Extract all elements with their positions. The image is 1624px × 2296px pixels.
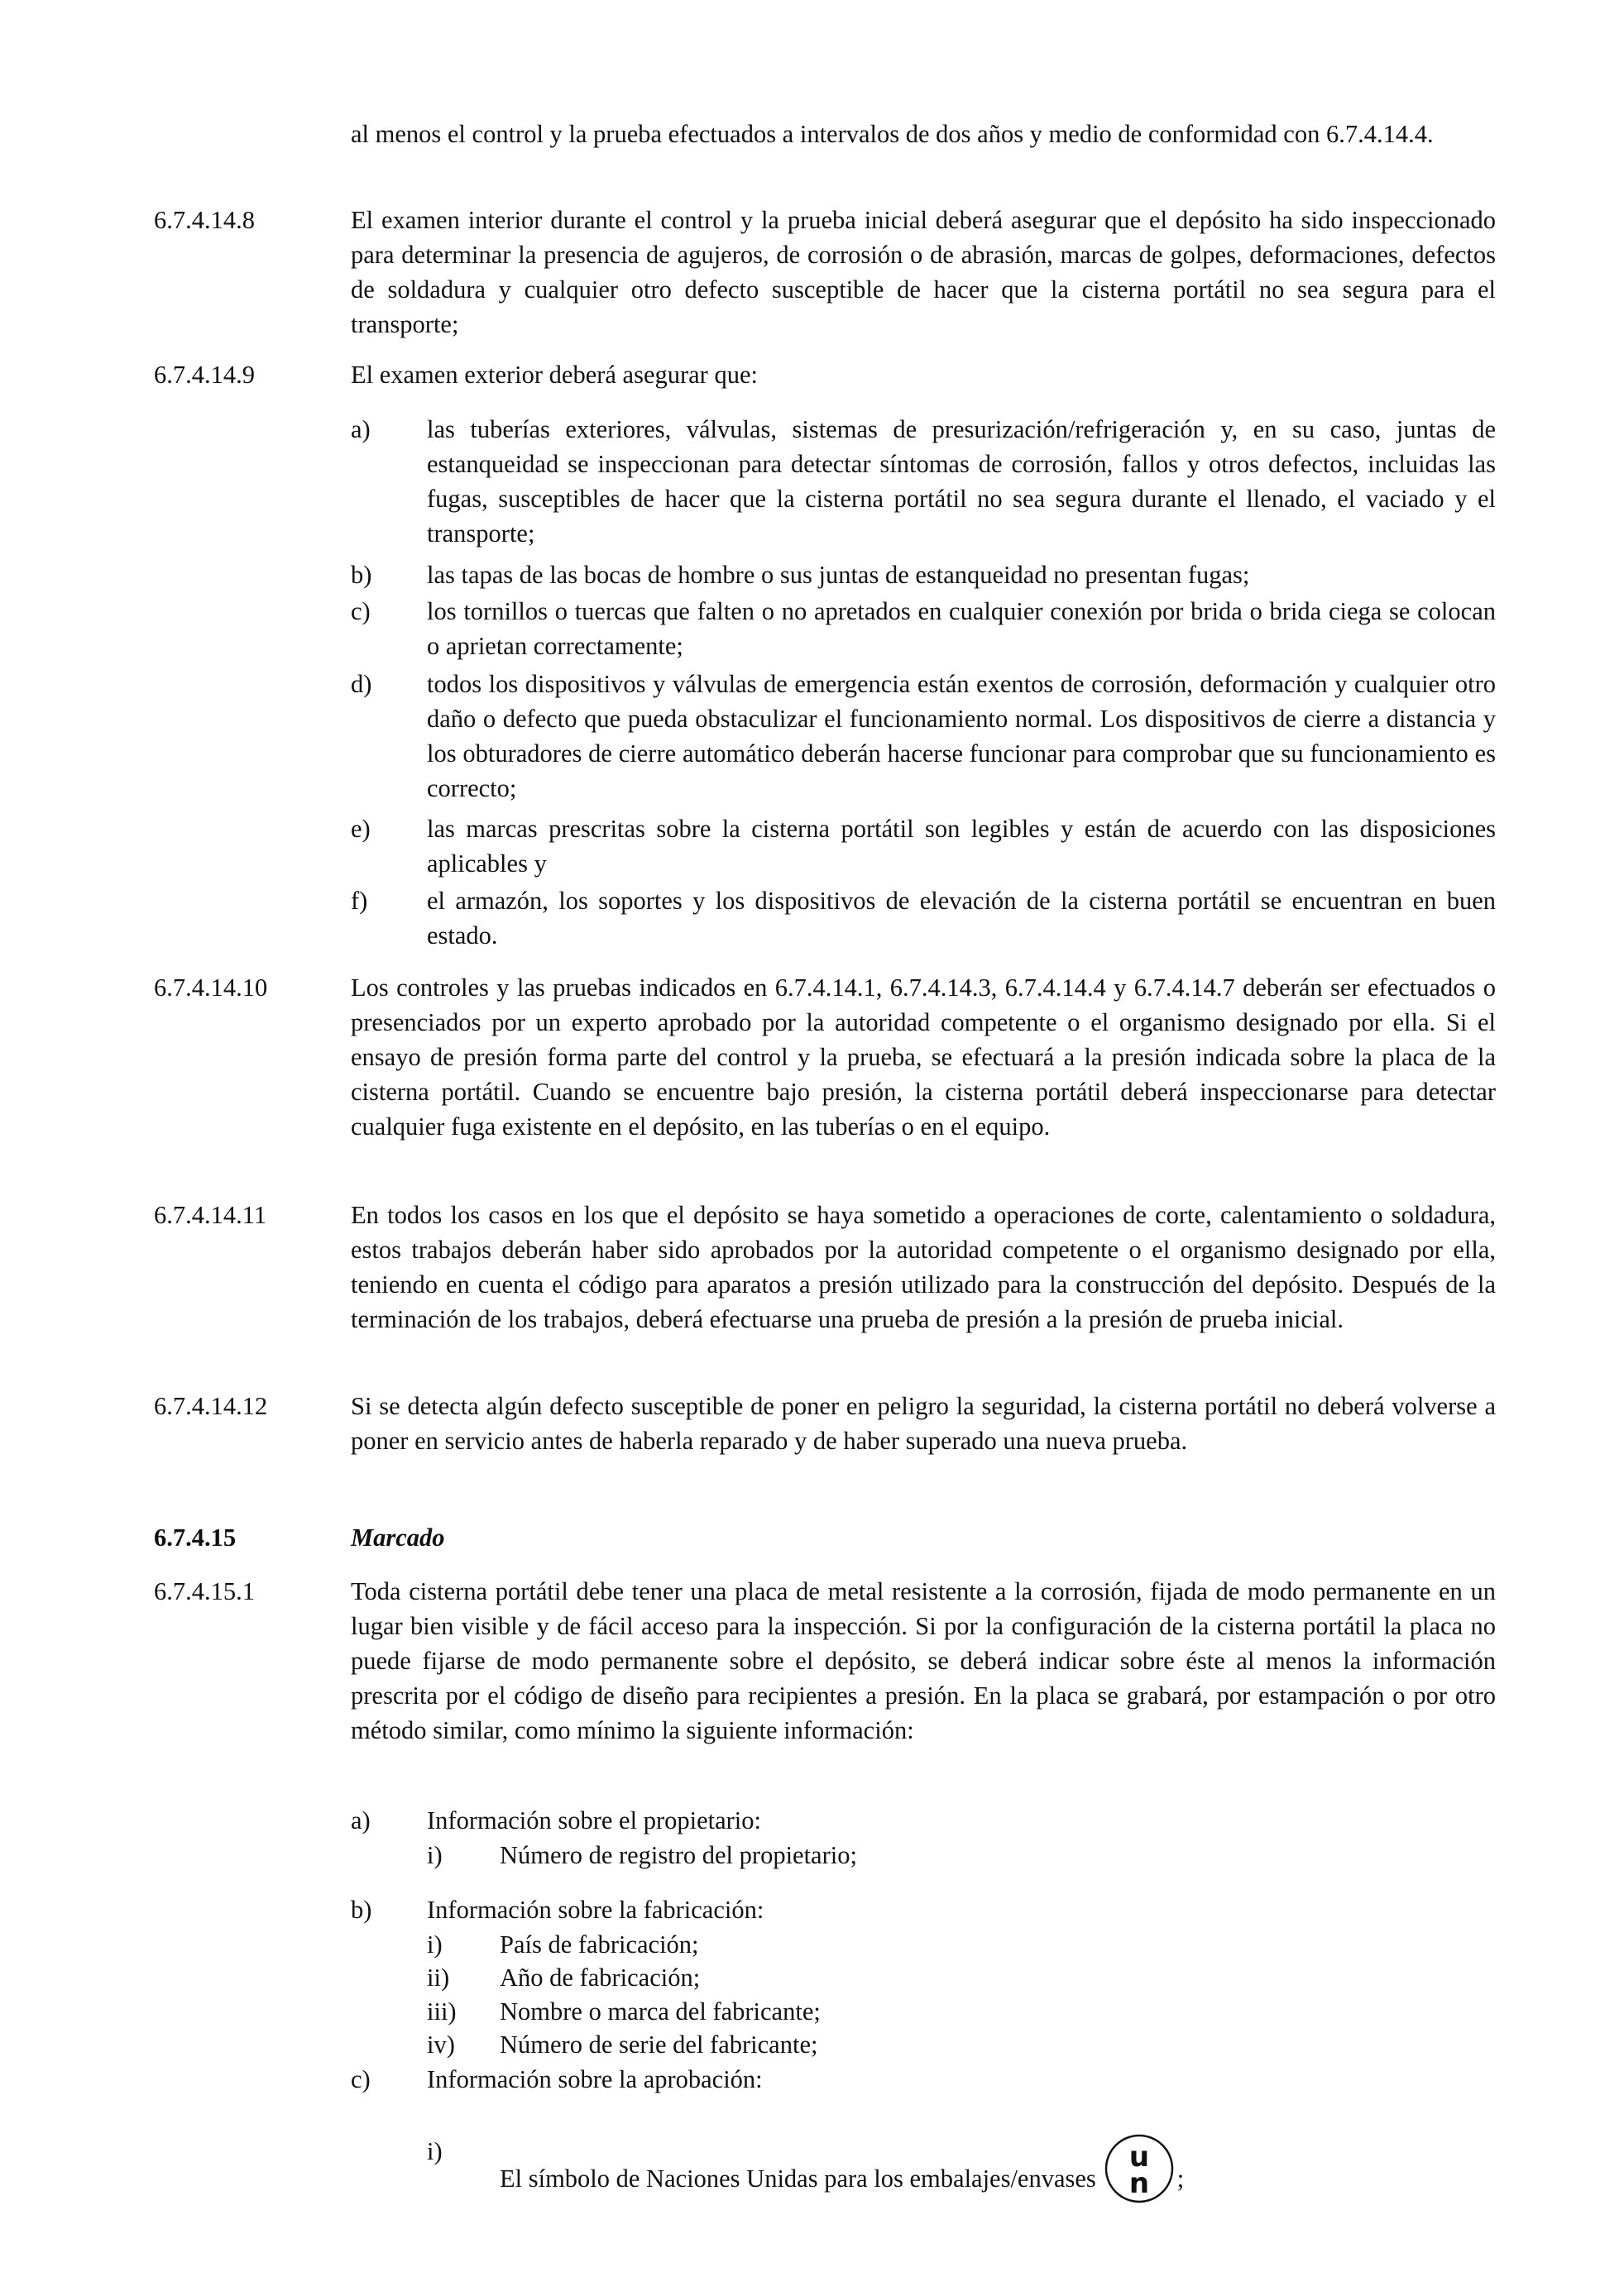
sublist-item-text bbox=[500, 2134, 1542, 2212]
sublist-item-numeral: i) bbox=[427, 1930, 443, 1959]
list-item-letter: b) bbox=[351, 1896, 372, 1924]
list-item-letter: d) bbox=[351, 670, 372, 698]
un-packaging-symbol-icon bbox=[1104, 2134, 1174, 2212]
sublist-item-numeral: i) bbox=[427, 2137, 443, 2165]
list-item-text: Información sobre la fabricación: bbox=[427, 1896, 764, 1924]
list-item-text: todos los dispositivos y válvulas de emergencia están exentos de corrosión, deformación y cualquier otro daño o defecto que pueda obstaculizar el funcionamiento normal. Los dispositivos de cierre a distancia y los obturadores de cierre automático deberán hacerse funcionar para comprobar que su funcionamiento es correcto; bbox=[427, 670, 1496, 802]
section-number: 6.7.4.15.1 bbox=[154, 1577, 255, 1605]
sublist-item-numeral: iii) bbox=[427, 1997, 457, 2026]
sublist-item-text: Número de registro del propietario; bbox=[500, 1841, 857, 1869]
section-number: 6.7.4.14.10 bbox=[154, 973, 268, 1002]
list-item-text: las marcas prescritas sobre la cisterna portátil son legibles y están de acuerdo con las disposiciones aplicables y bbox=[427, 815, 1496, 878]
un-symbol-letter-n: n bbox=[1128, 2167, 1149, 2200]
section-number: 6.7.4.14.9 bbox=[154, 361, 255, 389]
paragraph-text: Los controles y las pruebas indicados en 6.7.4.14.1, 6.7.4.14.3, 6.7.4.14.4 y 6.7.4.14.7 deberán ser efectuados o presenciados por un experto aprobado por la autoridad competente o el organismo designado por ella. Si el ensayo de presión forma parte del control y la prueba, se efectuará a la presión indicada sobre la placa de la cisterna portátil. Cuando se encuentre bajo presión, la cisterna portátil deberá inspeccionarse para detectar cualquier fuga existente en el depósito, en las tuberías o en el equipo. bbox=[351, 973, 1496, 1141]
sublist-item-text: País de fabricación; bbox=[500, 1930, 699, 1959]
sublist-item-suffix: ; bbox=[1176, 2164, 1185, 2193]
section-number: 6.7.4.14.8 bbox=[154, 206, 255, 234]
un-symbol-svg bbox=[1104, 2134, 1174, 2203]
list-item-text: las tuberías exteriores, válvulas, sistemas de presurización/refrigeración y, en su caso, juntas de estanqueidad se inspeccionan para detectar síntomas de corrosión, fallos y otros defectos, incluidas las fugas, susceptibles de hacer que la cisterna portátil no sea segura durante el llenado, el vaciado y el transporte; bbox=[427, 415, 1496, 548]
paragraph-text: El examen exterior deberá asegurar que: bbox=[351, 361, 758, 389]
paragraph-text: Si se detecta algún defecto susceptible de poner en peligro la seguridad, la cisterna portátil no deberá volverse a poner en servicio antes de haberla reparado y de haber superado una nueva prueba. bbox=[351, 1392, 1496, 1455]
list-item-letter: f) bbox=[351, 887, 368, 915]
list-item-letter: e) bbox=[351, 815, 371, 843]
section-number: 6.7.4.14.11 bbox=[154, 1201, 267, 1229]
list-item-letter: c) bbox=[351, 2065, 371, 2093]
list-item-letter: a) bbox=[351, 415, 371, 443]
list-item-text: los tornillos o tuercas que falten o no apretados en cualquier conexión por brida o brida ciega se colocan o aprietan correctamente; bbox=[427, 597, 1496, 660]
sublist-item-numeral: iv) bbox=[427, 2031, 455, 2059]
sublist-item-numeral: ii) bbox=[427, 1964, 450, 1992]
sublist-item-numeral: i) bbox=[427, 1841, 443, 1869]
paragraph-text: En todos los casos en los que el depósito se haya sometido a operaciones de corte, calentamiento o soldadura, estos trabajos deberán haber sido aprobados por la autoridad competente o el organismo designado por ella, teniendo en cuenta el código para aparatos a presión utilizado para la construcción del depósito. Después de la terminación de los trabajos, deberá efectuarse una prueba de presión a la presión de prueba inicial. bbox=[351, 1201, 1496, 1333]
list-item-text: Información sobre el propietario: bbox=[427, 1806, 761, 1834]
list-item-text: Información sobre la aprobación: bbox=[427, 2065, 763, 2093]
list-item-text: las tapas de las bocas de hombre o sus juntas de estanqueidad no presentan fugas; bbox=[427, 561, 1250, 589]
un-symbol-letter-u: u bbox=[1128, 2141, 1149, 2174]
list-item-letter: c) bbox=[351, 597, 371, 625]
sublist-item-text: Nombre o marca del fabricante; bbox=[500, 1997, 821, 2026]
paragraph-text: El examen interior durante el control y la prueba inicial deberá asegurar que el depósito ha sido inspeccionado para determinar la presencia de agujeros, de corrosión o de abrasión, marcas de golpes, deformaciones, defectos de soldadura y cualquier otro defecto susceptible de hacer que la cisterna portátil no sea segura para el transporte; bbox=[351, 206, 1496, 338]
paragraph-text: Toda cisterna portátil debe tener una placa de metal resistente a la corrosión, fijada de modo permanente en un lugar bien visible y de fácil acceso para la inspección. Si por la configuración de la cisterna portátil la placa no puede fijarse de modo permanente sobre el depósito, se deberá indicar sobre éste al menos la información prescrita por el código de diseño para recipientes a presión. En la placa se grabará, por estampación o por otro método similar, como mínimo la siguiente información: bbox=[351, 1577, 1496, 1744]
sublist-item-text: Número de serie del fabricante; bbox=[500, 2031, 818, 2059]
list-item-text: el armazón, los soportes y los dispositivos de elevación de la cisterna portátil se encuentran en buen estado. bbox=[427, 887, 1496, 949]
sublist-item-text: Año de fabricación; bbox=[500, 1964, 701, 1992]
paragraph-continuation: al menos el control y la prueba efectuados a intervalos de dos años y medio de conformidad con 6.7.4.14.4. bbox=[351, 120, 1434, 148]
section-number: 6.7.4.14.12 bbox=[154, 1392, 268, 1420]
sublist-item-text-main: El símbolo de Naciones Unidas para los embalajes/envases bbox=[500, 2164, 1096, 2193]
heading-number: 6.7.4.15 bbox=[154, 1523, 237, 1552]
heading-title: Marcado bbox=[351, 1523, 445, 1552]
list-item-letter: b) bbox=[351, 561, 372, 589]
list-item-letter: a) bbox=[351, 1806, 371, 1834]
